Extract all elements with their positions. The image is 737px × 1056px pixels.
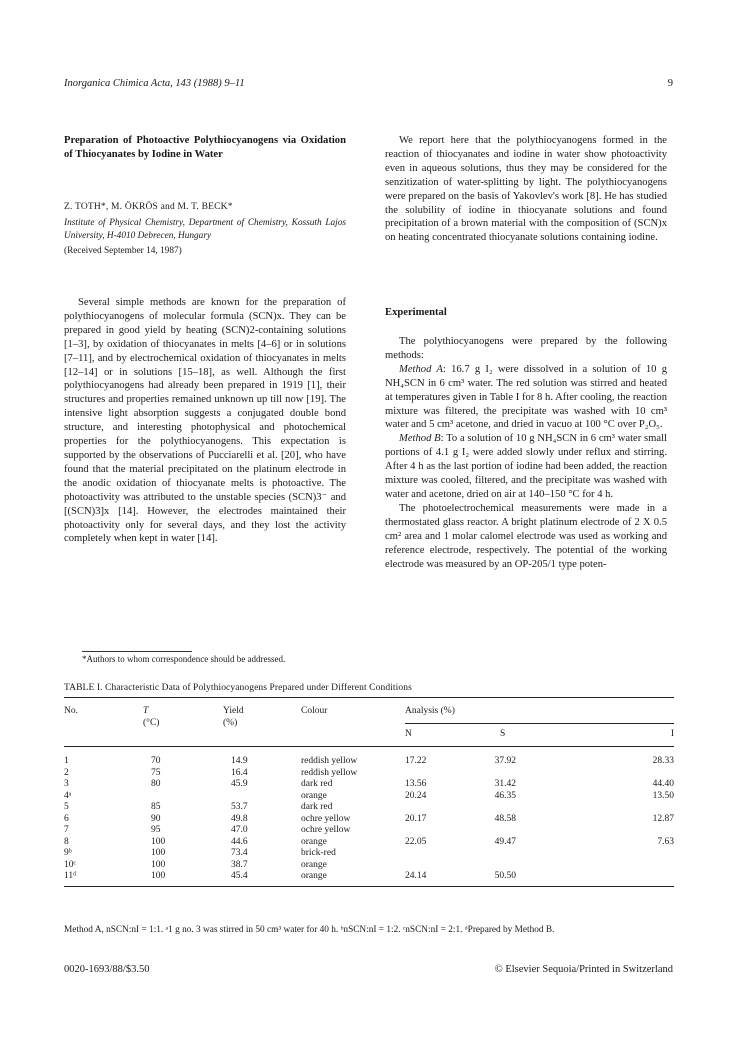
table-caption: TABLE I. Characteristic Data of Polythiocyanogens Prepared under Different Conditions (64, 683, 412, 693)
publisher-line: © Elsevier Sequoia/Printed in Switzerland (494, 964, 673, 975)
header-analysis-label: Analysis (%) (405, 706, 455, 716)
table-row (64, 791, 674, 803)
cell-i (584, 871, 674, 883)
header-t-symbol: T (143, 706, 149, 716)
method-b-text: : To a solution of 10 g NH₄SCN in 6 cm³ water small portions of 4.1 g I₂ were added slowly under reflux and stirring. After 4 h as the last portion of iodine had been added, the reaction mixture was cooled, filtered, and the precipitate was washed with water and acetone, dried on air at 140–150 °C for 4 h. (385, 433, 667, 500)
table-row (64, 802, 674, 814)
header-s: S (500, 728, 506, 739)
method-a-paragraph (385, 363, 667, 433)
cell-colour: reddish yellow (301, 756, 358, 766)
cell-i (584, 802, 674, 814)
cell-no: 6 (64, 813, 69, 824)
method-a-label: Method A (399, 363, 443, 375)
cell-i (584, 860, 674, 872)
cell-s (495, 848, 585, 860)
header-analysis (405, 698, 674, 747)
cell-no: 5 (64, 802, 69, 812)
cell-yield: 44.6 (231, 836, 248, 847)
cell-no: 9ᵇ (64, 848, 72, 858)
cell-s: 49.47 (494, 836, 517, 847)
cell-n: 24.14 (405, 871, 427, 881)
cell-i: 12.87 (652, 813, 674, 824)
cell-t: 100 (151, 848, 166, 858)
cell-n (405, 860, 495, 872)
cell-s: 48.58 (494, 813, 517, 824)
cell-t: 100 (151, 859, 166, 870)
header-n: N (405, 728, 412, 739)
cell-s: 37.92 (494, 756, 517, 766)
cell-colour: reddish yellow (301, 767, 358, 778)
cell-i: 28.33 (652, 756, 674, 766)
cell-t: 75 (151, 767, 161, 778)
cell-colour: dark red (301, 779, 333, 789)
cell-s (495, 802, 585, 814)
cell-no: 4ᵃ (64, 790, 72, 801)
experimental-body (385, 335, 667, 571)
table-row (64, 837, 674, 849)
cell-s (495, 825, 585, 837)
table-row (64, 747, 674, 768)
cell-no: 8 (64, 836, 69, 847)
cell-colour: orange (301, 871, 327, 881)
cell-n (405, 802, 495, 814)
table-body (64, 747, 674, 887)
cell-n: 22.05 (405, 836, 427, 847)
received-date: (Received September 14, 1987) (64, 246, 182, 256)
cell-no: 10ᶜ (64, 859, 76, 870)
cell-i: 13.50 (652, 790, 674, 801)
header-i: I (670, 728, 674, 739)
cell-no: 3 (64, 779, 69, 789)
table-row (64, 768, 674, 780)
table-bottom-rule (64, 883, 674, 887)
cell-colour: orange (301, 836, 327, 847)
page-number: 9 (667, 78, 673, 89)
footnote-rule (82, 651, 192, 652)
cell-t: 70 (151, 756, 161, 766)
issn-code: 0020-1693/88/$3.50 (64, 964, 150, 975)
table-notes: Method A, nSCN:nI = 1:1. ᵃ1 g no. 3 was stirred in 50 cm³ water for 40 h. ᵇnSCN:nI = 1:2. ᶜnSCN:nI = 2:1. ᵈPrepared by Method B. (64, 925, 555, 935)
cell-yield: 14.9 (231, 756, 248, 766)
cell-colour: dark red (301, 802, 333, 812)
cell-no: 1 (64, 756, 69, 766)
table-row (64, 871, 674, 883)
cell-yield: 53.7 (231, 802, 248, 812)
header-yield-label: Yield (223, 706, 244, 716)
header-yield-unit: (%) (223, 717, 238, 728)
table-row (64, 860, 674, 872)
article-title: Preparation of Photoactive Polythiocyanogens via Oxidation of Thiocyanates by Iodine in Water (64, 135, 346, 160)
table-row (64, 848, 674, 860)
cell-t: 95 (151, 825, 161, 835)
cell-i (584, 768, 674, 780)
cell-t: 80 (151, 779, 161, 789)
cell-i: 44.40 (652, 779, 674, 789)
cell-colour: orange (301, 790, 327, 801)
cell-n (405, 768, 495, 780)
table-row (64, 814, 674, 826)
cell-n: 13.56 (405, 779, 427, 789)
experimental-intro: The polythiocyanogens were prepared by the following methods: (385, 336, 667, 361)
cell-n (405, 848, 495, 860)
cell-t: 90 (151, 813, 161, 824)
intro-paragraph: Several simple methods are known for the preparation of polythiocyanogens of molecular formula (SCN)x. They can be prepared in good yield by heating (SCN)2-containing solutions [1–3], by oxidation of thiocyanates in melts [4–6] or in solutions [7–11], and by electrochemical oxidation of thiocyanates in melts [12–14] or in solutions [15–18], as well. Although the first polythiocyanogens had already been prepared in 1919 [1], their structures and properties remained unknown up till now [19]. The intensive light absorption suggests a conjugated double bond structure, and interesting photophysical and photochemical properties for the polythiocyanogens. This expectation is supported by the observations of Pucciarelli et al. [20], who have found that the material precipitated on the platinum electrode in the anodic oxidation of thiocyanate melts is photoactive. The photoactivity was attributed to the unstable species (SCN)3⁻ and [(SCN)3]x [14]. However, the electrodes maintained their photoactivity only for several days, and they lost the activity completely when kept in water [14]. (64, 297, 346, 545)
analysis-subheader (405, 723, 674, 747)
cell-s (495, 768, 585, 780)
cell-s: 50.50 (494, 871, 517, 881)
cell-colour: brick-red (301, 848, 336, 858)
footnote: *Authors to whom correspondence should be addressed. (82, 654, 286, 664)
right-intro-paragraph: We report here that the polythiocyanogens formed in the reaction of thiocyanates and iodine in water show photoactivity even in aqueous solutions, thus they may be considered for the senzitization of water-splitting by light. The polythiocyanogens were prepared on the basis of Yakovlev's work [8]. He has studied the solubility of iodine in thiocyanate solutions and found precipitation of a brown material with the composition of (SCN)x on heating concentrated thiocyanate solutions containing iodine. (385, 135, 667, 244)
cell-i (584, 825, 674, 837)
journal-reference: Inorganica Chimica Acta, 143 (1988) 9–11 (64, 78, 245, 89)
cell-colour: orange (301, 859, 327, 870)
header-temperature (143, 698, 223, 747)
method-b-paragraph (385, 432, 667, 502)
cell-colour: ochre yellow (301, 825, 351, 835)
cell-yield (223, 791, 301, 803)
table-row (64, 825, 674, 837)
cell-n: 20.24 (405, 790, 427, 801)
measurement-paragraph: The photoelectrochemical measurements were made in a thermostated glass reactor. A bright platinum electrode of 2 X 0.5 cm² area and 1 molar calomel electrode was used as working and reference electrode, respectively. The potential of the working electrode was measured by an OP-205/1 type poten- (385, 502, 667, 570)
table-row (64, 779, 674, 791)
authors: Z. TOTH*, M. ÖKRÖS and M. T. BECK* (64, 202, 233, 212)
cell-yield: 45.9 (231, 779, 248, 789)
header-yield (223, 698, 301, 747)
header-no: No. (64, 706, 78, 716)
cell-no: 2 (64, 767, 69, 778)
cell-no: 11ᵈ (64, 871, 77, 881)
cell-yield: 47.0 (231, 825, 248, 835)
cell-colour: ochre yellow (301, 813, 351, 824)
cell-t: 85 (151, 802, 161, 812)
cell-s: 46.35 (494, 790, 517, 801)
method-a-text: : 16.7 g I₂ were dissolved in a solution of 10 g NH₄SCN in 6 cm³ water. The red solution was stirred and heated at temperatures given in Table I for 8 h. After cooling, the reaction mixture was filtered, the precipitate was washed with 10 cm³ water and 5 cm³ acetone, and dried in vacuo at 100 °C over P₂O₅. (385, 363, 667, 431)
cell-t: 100 (151, 836, 166, 847)
cell-yield: 73.4 (231, 848, 248, 858)
affiliation: Institute of Physical Chemistry, Department of Chemistry, Kossuth Lajos University, H-4010 Debrecen, Hungary (64, 218, 346, 241)
cell-yield: 16.4 (231, 767, 248, 778)
cell-t (143, 791, 223, 803)
cell-t: 100 (151, 871, 166, 881)
cell-n (405, 825, 495, 837)
cell-yield: 49.8 (231, 813, 248, 824)
experimental-heading: Experimental (385, 307, 447, 318)
cell-n: 20.17 (405, 813, 427, 824)
cell-no: 7 (64, 825, 69, 835)
data-table (64, 697, 674, 887)
cell-s: 31.42 (494, 779, 517, 789)
header-colour: Colour (301, 706, 328, 716)
cell-yield: 45.4 (231, 871, 248, 881)
cell-i (584, 848, 674, 860)
cell-n: 17.22 (405, 756, 427, 766)
header-t-unit: (°C) (143, 717, 160, 728)
method-b-label: Method B (399, 433, 441, 445)
cell-yield: 38.7 (231, 859, 248, 870)
cell-i: 7.63 (657, 836, 674, 847)
cell-s (495, 860, 585, 872)
